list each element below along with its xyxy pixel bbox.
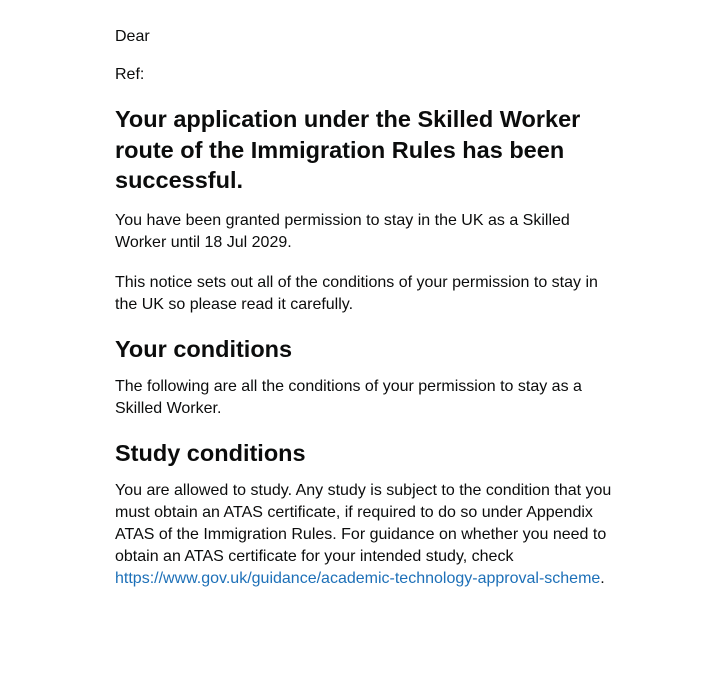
letter-content (115, 26, 615, 608)
atas-guidance-link[interactable]: https://www.gov.uk/guidance/academic-technology-approval-scheme (115, 569, 601, 587)
study-text-end: . (600, 569, 605, 587)
conditions-intro-paragraph: The following are all the conditions of your permission to stay as a Skilled Worker. (115, 377, 582, 417)
granted-paragraph: You have been granted permission to stay in the UK as a Skilled Worker until 18 Jul 2029. (115, 211, 570, 251)
greeting: Dear (115, 28, 150, 45)
study-conditions-paragraph (115, 480, 615, 590)
study-text: You are allowed to study. Any study is subject to the condition that you must obtain an ATAS certificate, if required to do so under Appendix ATAS of the Immigration Rules. For guidance on whether you need to obtain an ATAS certificate for your intended study, check (115, 481, 612, 565)
reference-label: Ref: (115, 66, 145, 83)
page-title: Your application under the Skilled Worker route of the Immigration Rules has been successful. (115, 106, 581, 193)
study-conditions-heading: Study conditions (115, 439, 306, 466)
conditions-heading: Your conditions (115, 335, 293, 362)
notice-paragraph: This notice sets out all of the conditions of your permission to stay in the UK so please read it carefully. (115, 273, 598, 313)
